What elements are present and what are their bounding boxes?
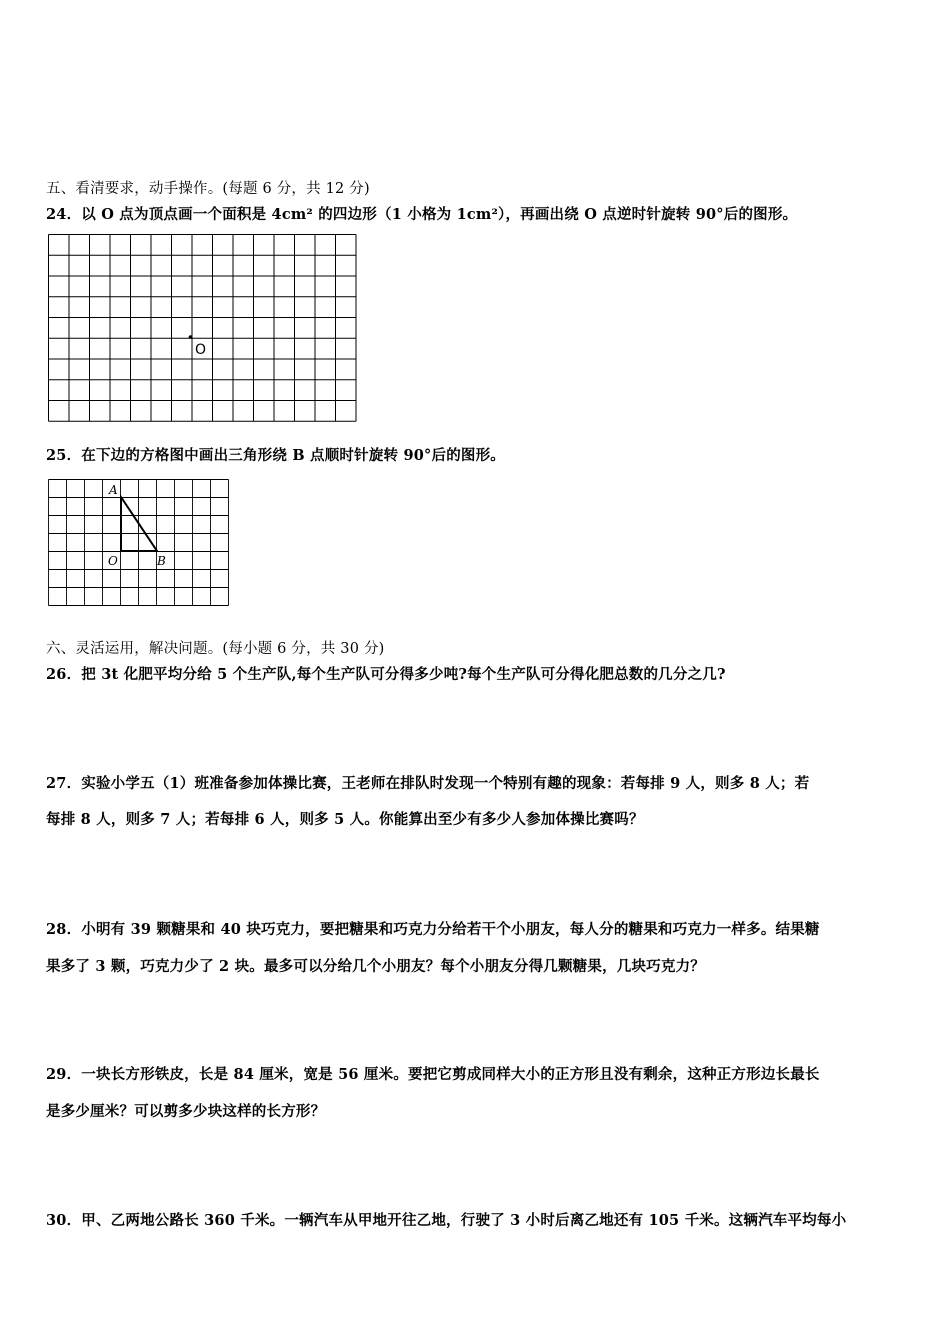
point-o-marker (189, 335, 193, 339)
question-26: 26．把 3t 化肥平均分给 5 个生产队,每个生产队可分得多少吨?每个生产队可分得化肥总数的几分之几? (46, 666, 726, 683)
question-27-line-2: 每排 8 人，则多 7 人；若每排 6 人，则多 5 人。你能算出至少有多少人参加体操比赛吗？ (46, 811, 644, 828)
vertex-a-label: A (109, 483, 118, 497)
question-30-line-1: 30．甲、乙两地公路长 360 千米。一辆汽车从甲地开往乙地，行驶了 3 小时后离乙地还有 105 千米。这辆汽车平均每小 (46, 1212, 847, 1229)
question-28-line-1: 28．小明有 39 颗糖果和 40 块巧克力，要把糖果和巧克力分给若干个小朋友，每人分的糖果和巧克力一样多。结果糖 (46, 921, 820, 938)
vertex-b-label: B (157, 554, 166, 568)
question-29-line-2: 是多少厘米？可以剪多少块这样的长方形？ (46, 1103, 326, 1120)
section-6-heading: 六、灵活运用，解决问题。(每小题 6 分，共 30 分) (46, 641, 385, 657)
section-5-heading: 五、看清要求，动手操作。(每题 6 分，共 12 分) (46, 181, 370, 197)
triangle-aob (121, 497, 157, 551)
question-27-line-1: 27．实验小学五（1）班准备参加体操比赛，王老师在排队时发现一个特别有趣的现象：若每排 9 人，则多 8 人；若 (46, 775, 810, 792)
question-24: 24．以 O 点为顶点画一个面积是 4cm² 的四边形（1 小格为 1cm²），再画出绕 O 点逆时针旋转 90°后的图形。 (46, 206, 798, 223)
q25-grid (47, 478, 231, 609)
vertex-o-label: O (108, 554, 118, 568)
q24-grid (47, 233, 358, 423)
question-28-line-2: 果多了 3 颗，巧克力少了 2 块。最多可以分给几个小朋友？每个小朋友分得几颗糖果，几块巧克力？ (46, 958, 705, 975)
question-29-line-1: 29．一块长方形铁皮，长是 84 厘米，宽是 56 厘米。要把它剪成同样大小的正方形且没有剩余，这种正方形边长最长 (46, 1066, 820, 1083)
point-o-label: O (195, 342, 207, 358)
question-25: 25．在下边的方格图中画出三角形绕 B 点顺时针旋转 90°后的图形。 (46, 447, 506, 464)
